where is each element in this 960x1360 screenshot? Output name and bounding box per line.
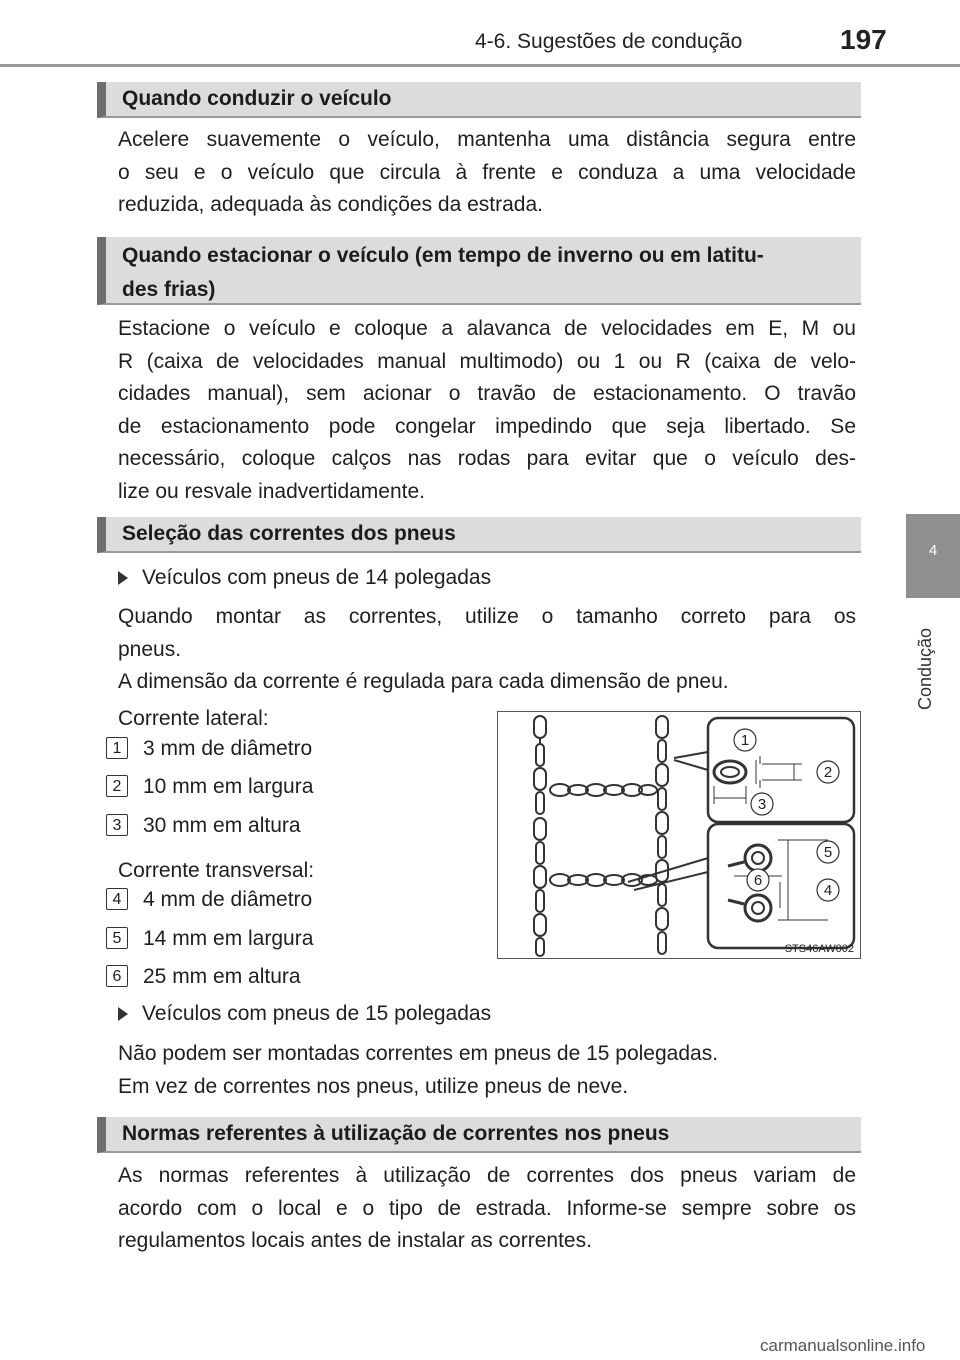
upper-cross-chain [550,784,657,796]
section-heading-text: des frias) [122,278,216,301]
lower-cross-chain [550,874,657,886]
header-rule [0,64,960,67]
bullet-15-inch [118,1002,491,1026]
paragraph-no-chains [118,1038,856,1103]
cross-chain-label: Corrente transversal: [118,859,315,882]
callout-label: 3 [757,796,767,813]
callout-number: 3 [106,814,128,836]
callout-label: 6 [753,872,763,889]
left-vertical-chain [534,716,546,956]
tire-chain-illustration [498,712,860,958]
text-line: lize ou resvale inadvertidamente. [118,479,426,503]
bullet-text: Veículos com pneus de 15 polegadas [142,1002,492,1025]
side-chain-label: Corrente lateral: [118,707,269,730]
paragraph-chain-size [118,601,856,699]
right-vertical-chain [656,716,668,954]
figure-code: STS46AW002 [784,943,854,955]
section-heading-rules [97,1117,861,1153]
section-heading-driving [97,82,861,118]
side-link-outer [714,761,746,783]
callout-label: 2 [823,764,833,781]
bullet-14-inch [118,566,491,590]
text-line: regulamentos locais antes de instalar as correntes. [118,1229,592,1252]
chapter-label: Condução [915,627,935,710]
paragraph-rules [118,1160,856,1258]
section-heading-text: Normas referentes à utilização de correntes nos pneus [122,1122,670,1145]
spec-text: 25 mm em altura [143,965,301,988]
spec-text: 14 mm em largura [143,927,314,950]
text-line: cidades manual), sem acionar o travão de estacionamento. O travão [118,382,856,405]
callout-label: 4 [823,882,833,899]
bullet-text: Veículos com pneus de 14 polegadas [142,566,492,589]
text-line: Estacione o veículo e coloque a alavanca de velocidades em E, M ou [118,317,856,340]
callout-number: 2 [106,775,128,797]
chapter-number: 4 [928,542,938,559]
text-line: Quando montar as correntes, utilize o tamanho correto para os [118,605,856,628]
text-line: Em vez de correntes nos pneus, utilize pneus de neve. [118,1074,629,1098]
text-line: pneus. [118,637,182,661]
watermark: carmanualsonline.info [760,1336,926,1355]
spec-text: 30 mm em altura [143,814,301,837]
section-heading-chains [97,517,861,553]
text-line: de estacionamento pode congelar impedindo que seja libertado. Se [118,414,856,438]
text-line: Não podem ser montadas correntes em pneus de 15 polegadas. [118,1042,719,1065]
chapter-tab [906,514,960,598]
spec-text: 3 mm de diâmetro [143,737,313,760]
text-line: o seu e o veículo que circula à frente e conduza a uma velocidade [118,160,856,184]
text-line: acordo com o local e o tipo de estrada. Informe-se sempre sobre os [118,1196,856,1220]
callout-label: 1 [740,732,750,749]
tire-chain-figure [497,711,861,959]
paragraph-driving [118,124,856,222]
text-line: reduzida, adequada às condições da estrada. [118,193,543,216]
paragraph-parking [118,313,856,508]
section-heading-text: Seleção das correntes dos pneus [122,522,456,545]
page-number: 197 [840,24,887,55]
chapter-label-container [905,610,945,720]
text-line: R (caixa de velocidades manual multimodo) ou 1 ou R (caixa de velo- [118,349,856,373]
text-line: Acelere suavemente o veículo, mantenha uma distância segura entre [118,128,856,151]
text-line: As normas referentes à utilização de correntes dos pneus variam de [118,1164,856,1187]
running-header-section: 4-6. Sugestões de condução [475,30,743,53]
section-heading-parking [97,237,861,305]
text-line: necessário, coloque calços nas rodas para evitar que o veículo des- [118,447,856,470]
text-line: A dimensão da corrente é regulada para cada dimensão de pneu. [118,670,729,693]
spec-text: 10 mm em largura [143,775,314,798]
callout-label: 5 [823,844,833,861]
callout-number: 6 [106,965,128,987]
callout-number: 5 [106,927,128,949]
triangle-bullet-icon [118,571,128,585]
triangle-bullet-icon [118,1007,128,1021]
callout-number: 4 [106,888,128,910]
callout-number: 1 [106,737,128,759]
section-heading-text: Quando estacionar o veículo (em tempo de inverno ou em latitu- [122,244,764,267]
spec-text: 4 mm de diâmetro [143,888,313,911]
section-heading-text: Quando conduzir o veículo [122,87,392,110]
